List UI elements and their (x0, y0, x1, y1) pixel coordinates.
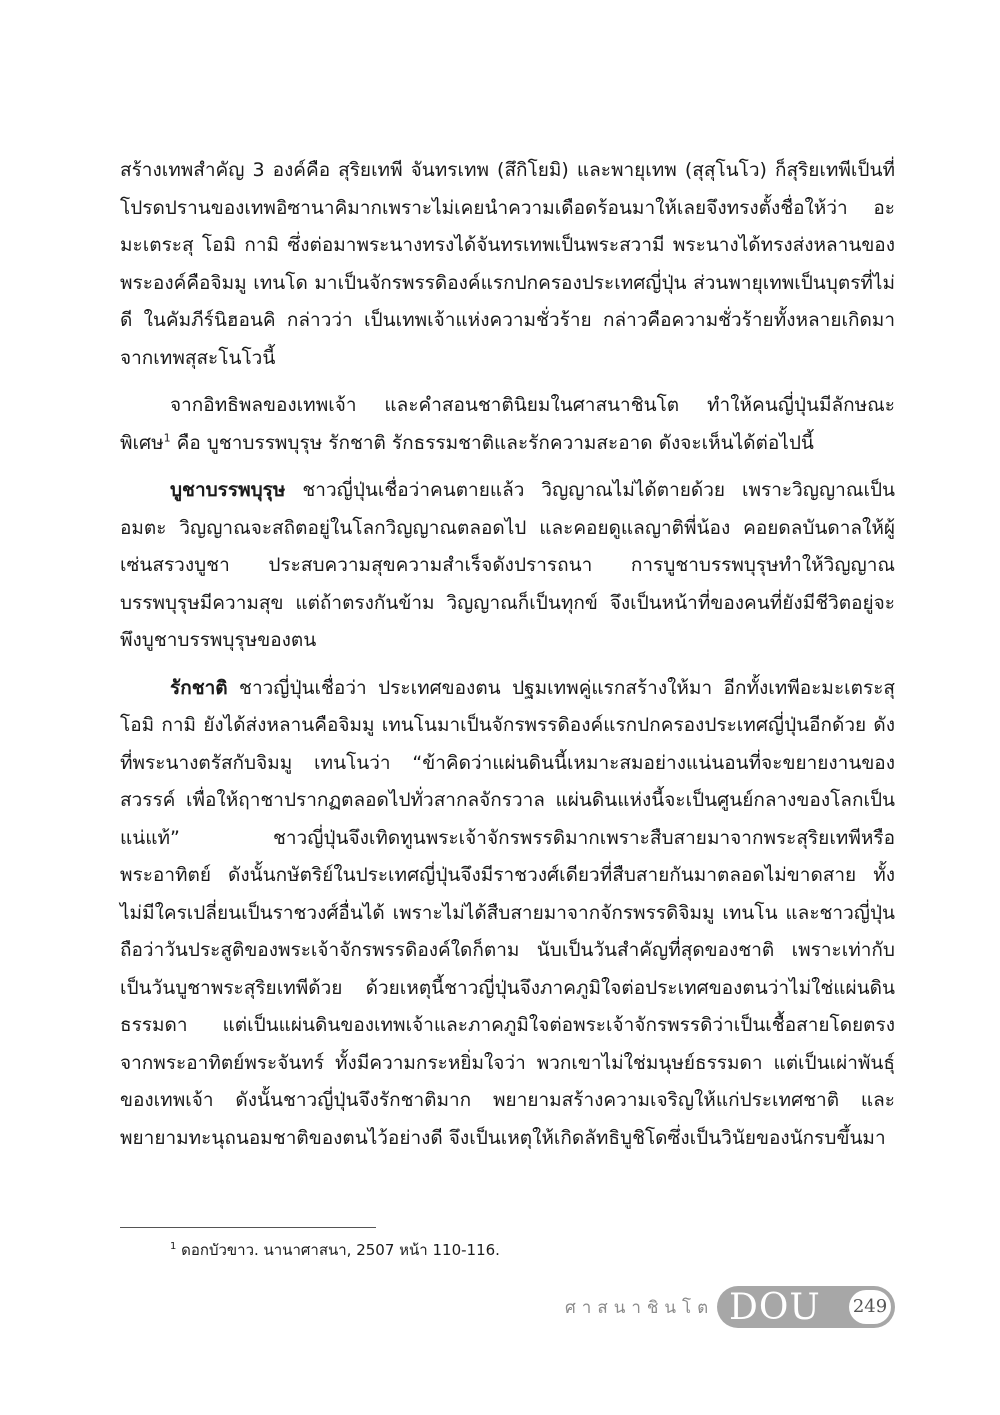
page-number: 249 (849, 1290, 891, 1324)
section-heading-patriotism: รักชาติ (170, 676, 228, 699)
paragraph-text: ชาวญี่ปุ่นเชื่อว่า ประเทศของตน ปฐมเทพคู่แรกสร้างให้มา อีกทั้งเทพีอะมะเตระสุ โอมิ กามิ ยังได้ส่งหลานคือจิมมู เทนโนมาเป็นจักรพรรดิองค์แรกปกครองประเทศญี่ปุ่นอีกด้วย ดังที่พระนางตรัสกับจิมมู เทนโนว่า “ข้าคิดว่าแผ่นดินนี้เหมาะสมอย่างแน่นอนที่จะขยายงานของสวรรค์ เพื่อให้ฤาชาปรากฏตลอดไปทั่วสากลจักรวาล แผ่นดินแห่งนี้จะเป็นศูนย์กลางของโลกเป็นแน่แท้” ชาวญี่ปุ่นจึงเทิดทูนพระเจ้าจักรพรรดิมากเพราะสืบสายมาจากพระสุริยเทพีหรือพระอาทิตย์ ดังนั้นกษัตริย์ในประเทศญี่ปุ่นจึงมีราชวงศ์เดียวที่สืบสายกันมาตลอดไม่ขาดสาย ทั้งไม่มีใครเปลี่ยนเป็นราชวงศ์อื่นได้ เพราะไม่ได้สืบสายมาจากจักรพรรดิจิมมู เทนโน และชาวญี่ปุ่นถือว่าวันประสูติของพระเจ้าจักรพรรดิองค์ใดก็ตาม นับเป็นวันสำคัญที่สุดของชาติ เพราะเท่ากับเป็นวันบูชาพระสุริยเทพีด้วย ด้วยเหตุนี้ชาวญี่ปุ่นจึงภาคภูมิใจต่อประเทศของตนว่าไม่ใช่แผ่นดินธรรมดา แต่เป็นแผ่นดินของเทพเจ้าและภาคภูมิใจต่อพระเจ้าจักรพรรดิว่าเป็นเชื้อสายโดยตรงจากพระอาทิตย์พระจันทร์ ทั้งมีความกระหยิ่มใจว่า พวกเขาไม่ใช่มนุษย์ธรรมดา แต่เป็นเผ่าพันธุ์ของเทพเจ้า ดังนั้นชาวญี่ปุ่นจึงรักชาติมาก พยายามสร้างความเจริญให้แก่ประเทศชาติ และพยายามทะนุถนอมชาติของตนไว้อย่างดี จึงเป็นเหตุให้เกิดลัทธิบูชิโดซึ่งเป็นวินัยของนักรบขึ้นมา (120, 676, 895, 1149)
section-heading-ancestor-worship: บูชาบรรพบุรุษ (170, 479, 286, 501)
body-text (120, 152, 895, 1167)
paragraph-text: ชาวญี่ปุ่นเชื่อว่าคนตายแล้ว วิญญาณไม่ได้ตายด้วย เพราะวิญญาณเป็นอมตะ วิญญาณจะสถิตอยู่ในโลกวิญญาณตลอดไป และคอยดูแลญาติพี่น้อง คอยดลบันดาลให้ผู้เซ่นสรวงบูชา ประสบความสุขความสำเร็จดังปรารถนา การบูชาบรรพบุรุษทำให้วิญญาณบรรพบุรุษมีความสุข แต่ถ้าตรงกันข้าม วิญญาณก็เป็นทุกข์ จึงเป็นหน้าที่ของคนที่ยังมีชีวิตอยู่จะพึงบูชาบรรพบุรุษของตน (120, 479, 895, 651)
paragraph-text: สร้างเทพสำคัญ 3 องค์คือ สุริยเทพี จันทรเทพ (สึกิโยมิ) และพายุเทพ (สุสุโนโว) ก็สุริยเทพีเป็นที่โปรดปรานของเทพอิซานาคิมากเพราะไม่เคยนำความเดือดร้อนมาให้เลยจึงทรงตั้งชื่อให้ว่า อะมะเตระสุ โอมิ กามิ ซึ่งต่อมาพระนางทรงได้จันทรเทพเป็นพระสวามี พระนางได้ทรงส่งหลานของพระองค์คือจิมมู เทนโด มาเป็นจักรพรรดิองค์แรกปกครองประเทศญี่ปุ่น ส่วนพายุเทพเป็นบุตรที่ไม่ดี ในคัมภีร์นิฮอนคิ กล่าวว่า เป็นเทพเจ้าแห่งความชั่วร้าย กล่าวคือความชั่วร้ายทั้งหลายเกิดมาจากเทพสุสะโนโวนี้ (120, 159, 895, 369)
paragraph-text: จากอิทธิพลของเทพเจ้า และคำสอนชาตินิยมในศาสนาชินโต ทำให้คนญี่ปุ่นมีลักษณะพิเศษ (120, 394, 895, 454)
paragraph-intro (120, 152, 895, 377)
footer-badge (717, 1286, 895, 1328)
paragraph-text: คือ บูชาบรรพบุรุษ รักชาติ รักธรรมชาติและรักความสะอาด ดังจะเห็นได้ต่อไปนี้ (170, 431, 814, 454)
footnote-divider (120, 1227, 376, 1228)
paragraph-influence (120, 387, 895, 462)
footnote-text: ดอกบัวขาว. นานาศาสนา, 2507 หน้า 110-116. (176, 1241, 500, 1259)
footer-running-title: ศาสนาชินโต (565, 1298, 715, 1318)
dou-logo: DOU (729, 1287, 821, 1328)
footnote-reference[interactable]: 1 (163, 431, 171, 445)
paragraph-patriotism (120, 670, 895, 1158)
footnote (170, 1236, 870, 1261)
footnote-number: 1 (170, 1241, 177, 1252)
paragraph-ancestor-worship (120, 472, 895, 660)
